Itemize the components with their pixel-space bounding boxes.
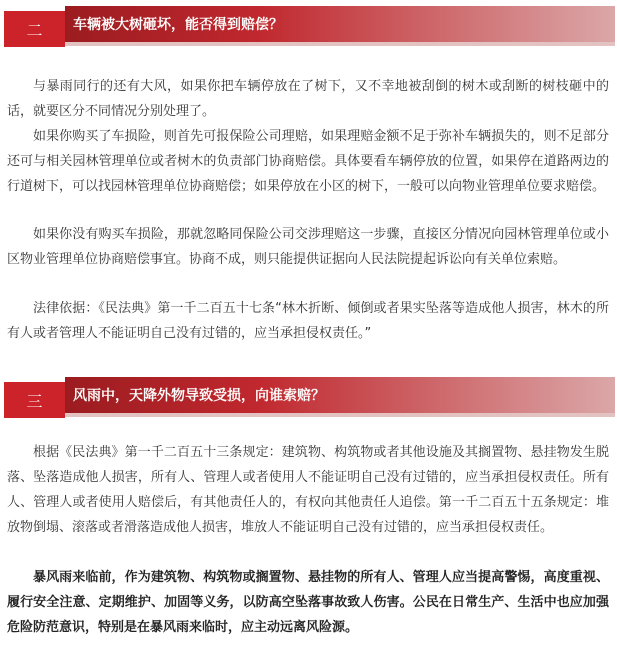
paragraph: 如果你没有购买车损险，那就忽略同保险公司交涉理赔这一步骤，直接区分情况向园林管理单位或小区物业管理单位协商赔偿事宜。协商不成，则只能提供证据向人民法院提起诉讼向有关单位索赔。	[7, 227, 609, 267]
paragraph: 根据《民法典》第一千二百五十三条规定：建筑物、构筑物或者其他设施及其搁置物、悬挂物发生脱落、坠落造成他人损害，所有人、管理人或者使用人不能证明自己没有过错的，应当承担侵权责任。所有人、管理人或者使用人赔偿后，有其他责任人的，有权向其他责任人追偿。第一千二百五十五条规定：堆放物倒塌、滚落或者滑落造成他人损害，堆放人不能证明自己没有过错的，应当承担侵权责任。	[7, 445, 609, 535]
section-header-3	[0, 377, 617, 417]
section-title-bar	[65, 6, 615, 42]
section-number-badge: 三	[4, 382, 65, 418]
section-header-shadow	[65, 42, 615, 46]
section-title: 车辆被大树砸坏，能否得到赔偿？	[73, 17, 283, 33]
bold-paragraph: 暴风雨来临前，作为建筑物、构筑物或搁置物、悬挂物的所有人、管理人应当提高警惕，高度重视、履行安全注意、定期维护、加固等义务，以防高空坠落事故致人伤害。公民在日常生产、生活中也应加强危险防范意识，特别是在暴风雨来临时，应主动远离风险源。	[7, 570, 609, 635]
paragraph: 如果你购买了车损险，则首先可报保险公司理赔，如果理赔金额不足于弥补车辆损失的，则不足部分还可与相关园林管理单位或者树木的负责部门协商赔偿。具体要看车辆停放的位置，如果停在道路两边的行道树下，可以找园林管理单位协商赔偿；如果停放在小区的树下，一般可以向物业管理单位要求赔偿。	[7, 129, 609, 194]
section-number-badge: 二	[4, 11, 65, 47]
paragraph: 与暴雨同行的还有大风，如果你把车辆停放在了树下，又不幸地被刮倒的树木或刮断的树枝砸中的话，就要区分不同情况分别处理了。	[7, 79, 609, 119]
section-title: 风雨中，天降外物导致受损，向谁索赔？	[73, 388, 325, 404]
paragraph: 法律依据：《民法典》第一千二百五十七条“林木折断、倾倒或者果实坠落等造成他人损害，林木的所有人或者管理人不能证明自己没有过错的，应当承担侵权责任。”	[7, 301, 609, 341]
section-header-shadow	[65, 413, 615, 417]
section-title-bar	[65, 377, 615, 413]
section-header-2	[0, 6, 617, 46]
